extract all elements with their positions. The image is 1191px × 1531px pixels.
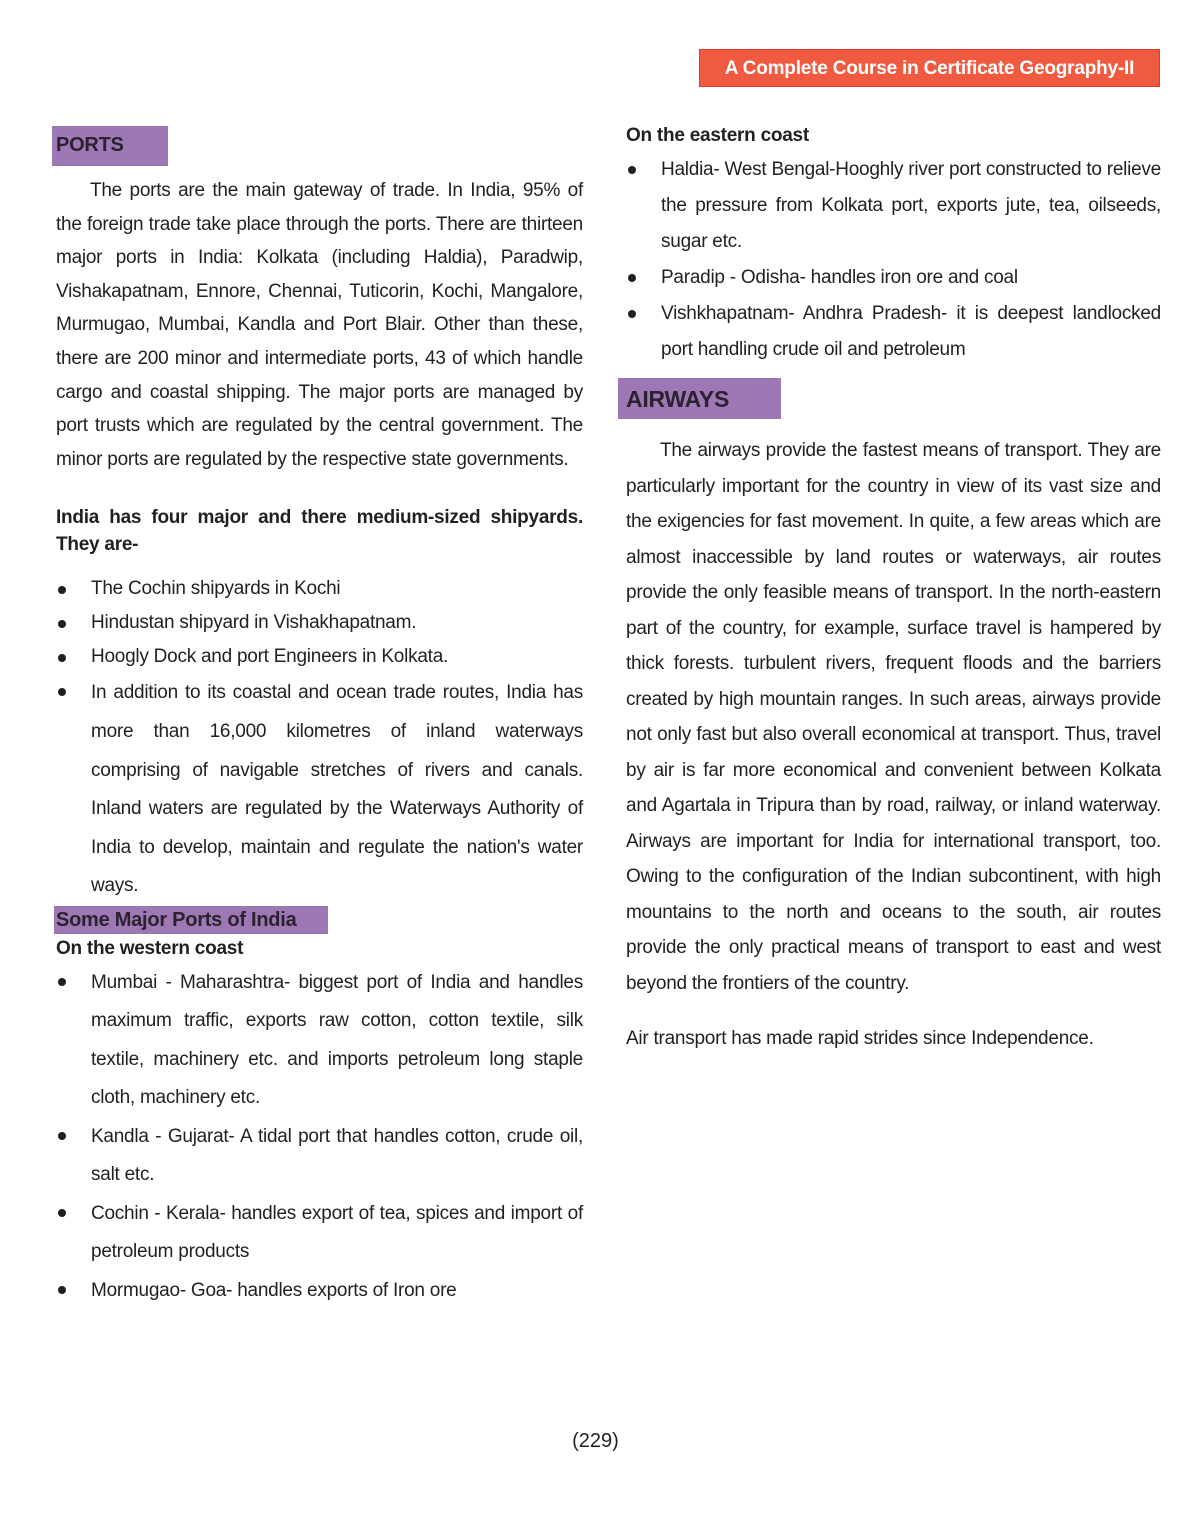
right-column bbox=[626, 120, 1161, 1056]
list-item: Vishkhapatnam- Andhra Pradesh- it is deepest landlocked port handling crude oil and petroleum bbox=[626, 296, 1161, 368]
ports-paragraph: The ports are the main gateway of trade. In India, 95% of the foreign trade take place through the ports. There are thirteen major ports in India: Kolkata (including Haldia), Paradwip, Vishakapatnam, Ennore, Chennai, Tuticorin, Kochi, Mangalore, Murmugao, Mumbai, Kandla and Port Blair. Other than these, there are 200 minor and intermediate ports, 43 of which handle cargo and coastal shipping. The major ports are managed by port trusts which are regulated by the central government. The minor ports are regulated by the respective state governments. bbox=[56, 180, 583, 470]
list-item: Mormugao- Goa- handles exports of Iron ore bbox=[56, 1272, 583, 1311]
eastern-coast-heading: On the eastern coast bbox=[626, 125, 809, 146]
western-coast-heading: On the western coast bbox=[56, 937, 244, 959]
western-ports-list bbox=[56, 964, 583, 1311]
eastern-ports-list bbox=[626, 152, 1161, 368]
major-ports-heading: Some Major Ports of India bbox=[54, 906, 328, 934]
list-item: Paradip - Odisha- handles iron ore and coal bbox=[626, 260, 1161, 296]
left-column bbox=[56, 126, 583, 1310]
page-number: (229) bbox=[572, 1430, 619, 1452]
list-item: Haldia- West Bengal-Hooghly river port constructed to relieve the pressure from Kolkata port, exports jute, tea, oilseeds, sugar etc. bbox=[626, 152, 1161, 260]
shipyards-list bbox=[56, 572, 583, 906]
list-item: Hoogly Dock and port Engineers in Kolkata. bbox=[56, 640, 583, 674]
list-item: Hindustan shipyard in Vishakhapatnam. bbox=[56, 606, 583, 640]
shipyards-heading: India has four major and there medium-sized shipyards. They are- bbox=[56, 507, 583, 556]
list-item: The Cochin shipyards in Kochi bbox=[56, 572, 583, 606]
airways-heading: AIRWAYS bbox=[618, 378, 781, 419]
air-transport-paragraph: Air transport has made rapid strides since Independence. bbox=[626, 1028, 1094, 1049]
airways-paragraph: The airways provide the fastest means of transport. They are particularly important for the country in view of its vast size and the exigencies for fast movement. In quite, a few areas which are almost inaccessible by land routes or waterways, air routes provide the only feasible means of transport. In the north-eastern part of the country, for example, surface travel is hampered by thick forests. turbulent rivers, frequent floods and the barriers created by high mountain ranges. In such areas, airways provide not only fast but also overall economical at transport. Thus, travel by air is far more economical and convenient between Kolkata and Agartala in Tripura than by road, railway, or inland waterway. Airways are important for India for international transport, too. Owing to the configuration of the Indian subcontinent, with high mountains to the north and oceans to the south, air routes provide the only practical means of transport to east and west beyond the frontiers of the country. bbox=[626, 440, 1161, 994]
list-item: In addition to its coastal and ocean trade routes, India has more than 16,000 kilometres of inland waterways comprising of navigable stretches of rivers and canals. Inland waters are regulated by the Waterways Authority of India to develop, maintain and regulate the nation's water ways. bbox=[56, 674, 583, 906]
list-item: Mumbai - Maharashtra- biggest port of India and handles maximum traffic, exports raw cotton, cotton textile, silk textile, machinery etc. and imports petroleum long staple cloth, machinery etc. bbox=[56, 964, 583, 1118]
list-item: Cochin - Kerala- handles export of tea, spices and import of petroleum products bbox=[56, 1195, 583, 1272]
list-item: Kandla - Gujarat- A tidal port that handles cotton, crude oil, salt etc. bbox=[56, 1118, 583, 1195]
ports-heading: PORTS bbox=[52, 126, 168, 166]
book-title-banner: A Complete Course in Certificate Geography-II bbox=[699, 49, 1160, 87]
